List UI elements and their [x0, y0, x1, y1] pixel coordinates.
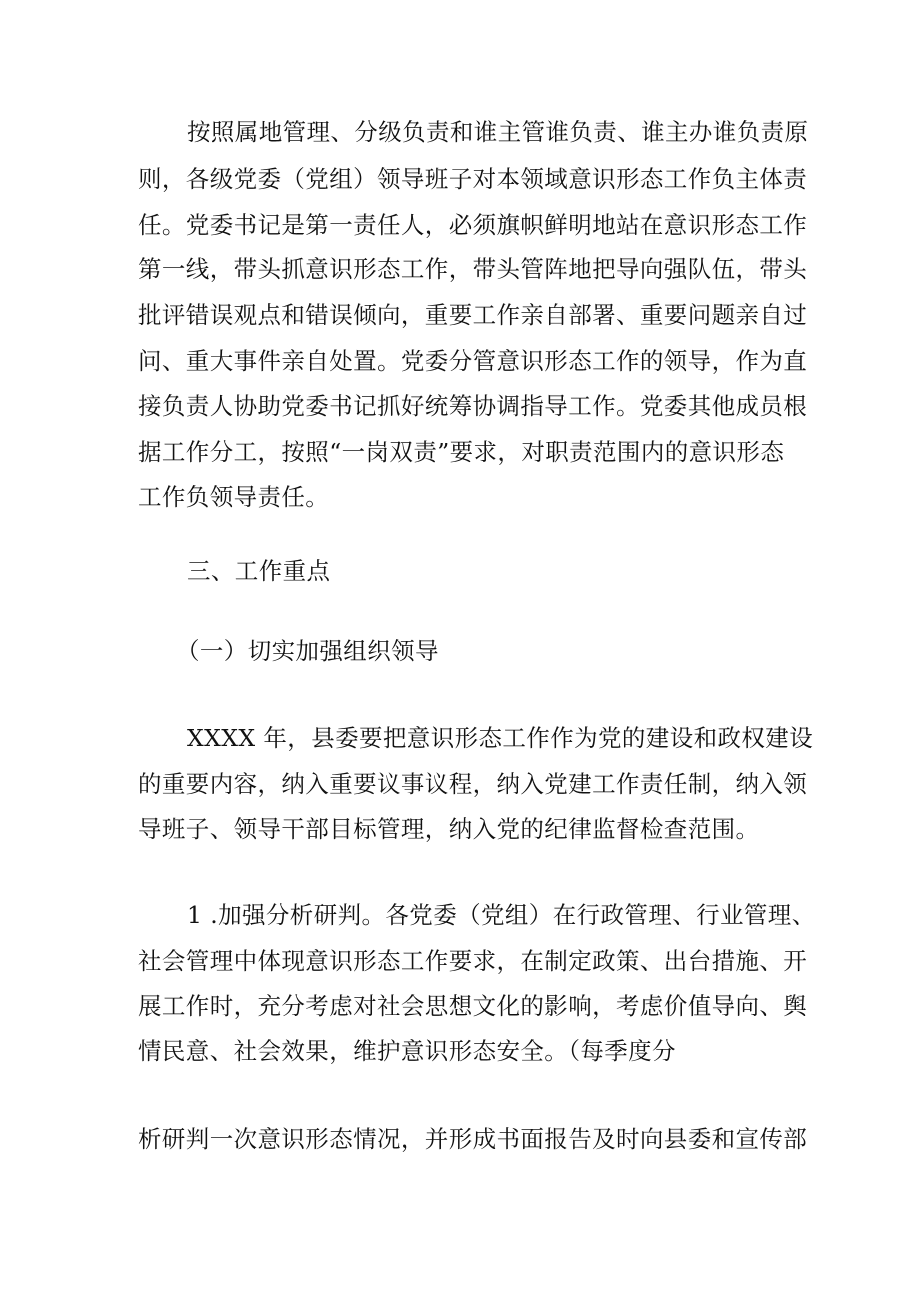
section-heading: 三、工作重点 [187, 557, 331, 585]
paragraph-organization-line: 的重要内容，纳入重要议事议程，纳入党建工作责任制，纳入领 [138, 770, 808, 798]
paragraph-analysis-line: 社会管理中体现意识形态工作要求，在制定政策、出台措施、开 [138, 947, 808, 975]
paragraph-analysis-line: 1 .加强分析研判。各党委（党组）在行政管理、行业管理、 [187, 901, 816, 929]
paragraph-responsibility-line: 则，各级党委（党组）领导班子对本领域意识形态工作负主体责 [138, 165, 808, 193]
paragraph-organization-line: 导班子、领导干部目标管理，纳入党的纪律监督检查范围。 [138, 815, 760, 843]
paragraph-responsibility-line: 批评错误观点和错误倾向，重要工作亲自部署、重要问题亲自过 [138, 301, 808, 329]
paragraph-analysis-line: 情民意、社会效果，维护意识形态安全。（每季度分 [138, 1037, 676, 1065]
paragraph-responsibility-line: 工作负领导责任。 [138, 483, 330, 511]
paragraph-responsibility-line: 问、重大事件亲自处置。党委分管意识形态工作的领导，作为直 [138, 347, 808, 375]
subsection-heading: （一）切实加强组织领导 [176, 637, 439, 665]
paragraph-responsibility-line: 按照属地管理、分级负责和谁主管谁负责、谁主办谁负责原 [187, 118, 809, 146]
paragraph-responsibility-line: 接负责人协助党委书记抓好统筹协调指导工作。党委其他成员根 [138, 392, 808, 420]
paragraph-responsibility-line: 第一线，带头抓意识形态工作，带头管阵地把导向强队伍，带头 [138, 255, 808, 283]
paragraph-continuation-line: 析研判一次意识形态情况，并形成书面报告及时向县委和宣传部 [138, 1125, 808, 1153]
paragraph-responsibility-line: 任。党委书记是第一责任人，必须旗帜鲜明地站在意识形态工作 [138, 211, 808, 239]
paragraph-analysis-line: 展工作时，充分考虑对社会思想文化的影响，考虑价值导向、舆 [138, 992, 808, 1020]
paragraph-organization-line: XXXX 年，县委要把意识形态工作作为党的建设和政权建设 [187, 724, 814, 752]
paragraph-responsibility-line: 据工作分工，按照“一岗双责”要求，对职责范围内的意识形态 [138, 438, 785, 466]
